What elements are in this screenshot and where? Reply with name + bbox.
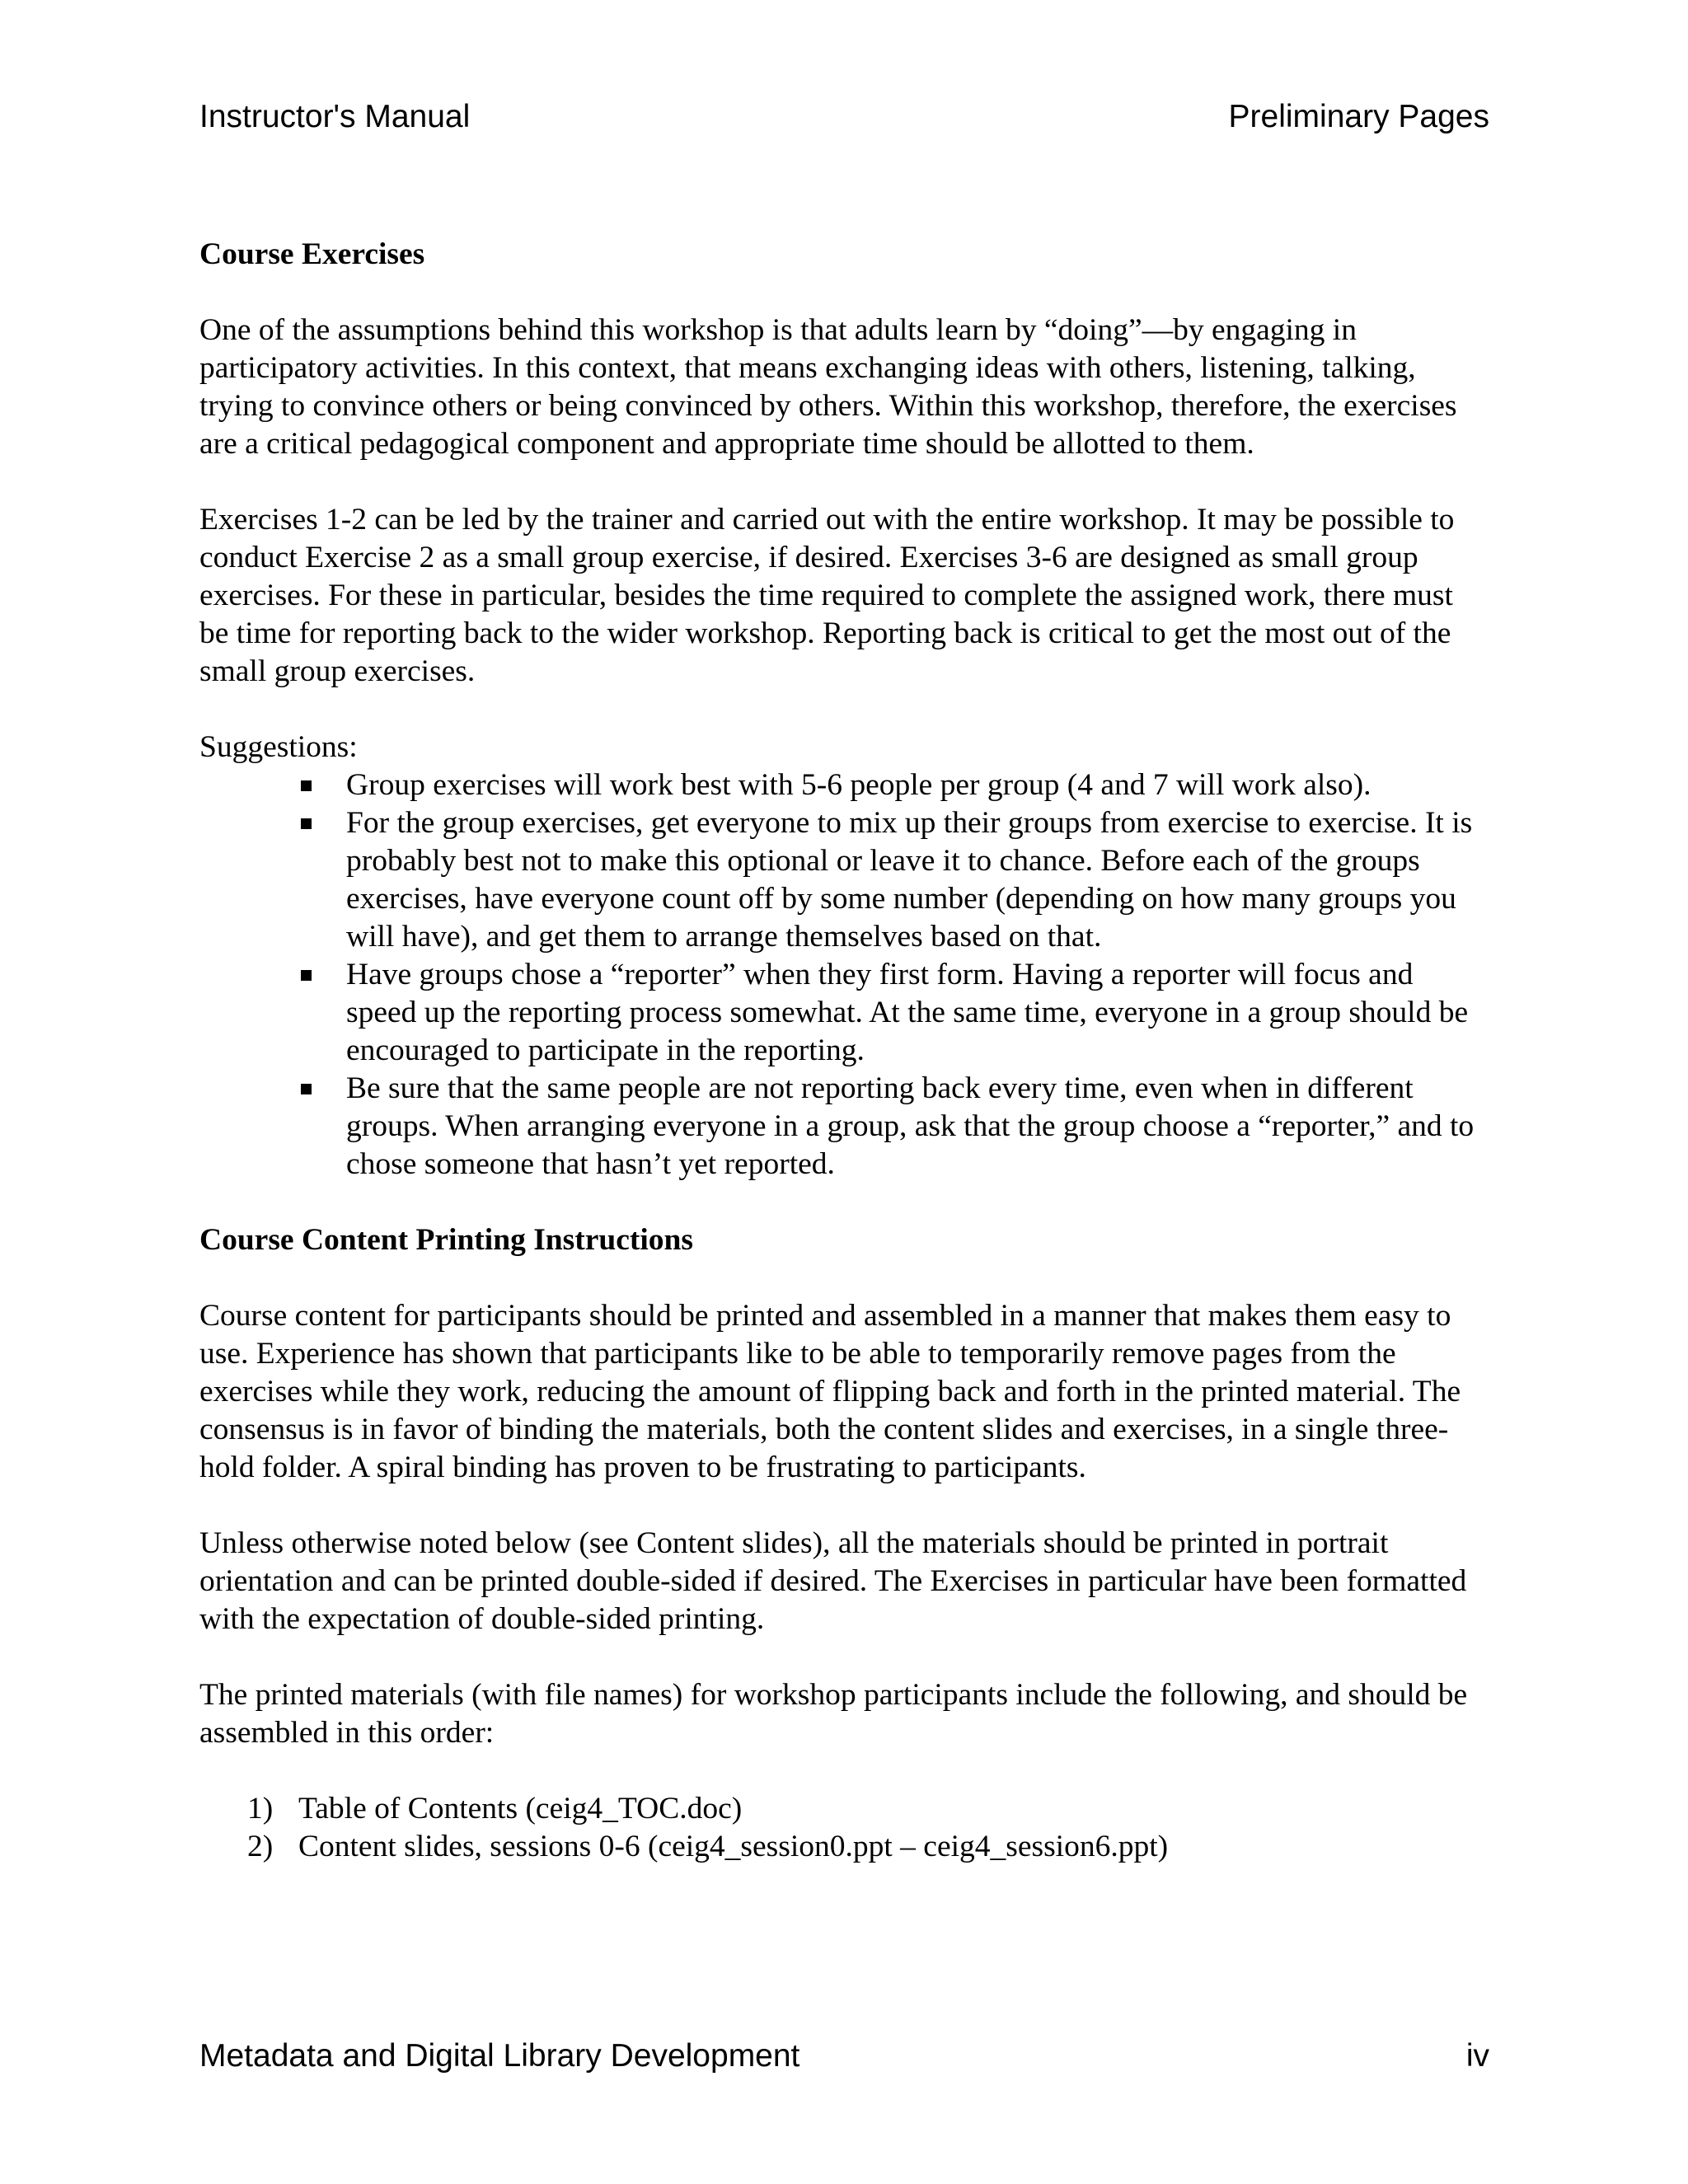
suggestions-label: Suggestions: bbox=[199, 730, 358, 764]
paragraph-orientation: Unless otherwise noted below (see Content slides), all the materials should be printed in portrait orientation and can be printed double-sided if desired. The Exercises in particular have been formatted with the expectation of double-sided printing. bbox=[199, 1526, 1467, 1636]
paragraph-assumptions: One of the assumptions behind this workshop is that adults learn by “doing”—by engaging in participatory activities. In this context, that means exchanging ideas with others, listening, talking, trying to convince others or being convinced by others. Within this workshop, therefore, the exercises are a critical pedagogical component and appropriate time should be allotted to them. bbox=[199, 313, 1457, 461]
paragraph-printed-materials: The printed materials (with file names) for workshop participants include the following, and should be assembled in this order: bbox=[199, 1678, 1468, 1750]
page-footer bbox=[199, 2038, 1489, 2074]
page-header bbox=[199, 99, 1489, 135]
paragraph-exercises-led: Exercises 1-2 can be led by the trainer and carried out with the entire workshop. It may be possible to conduct Exercise 2 as a small group exercise, if desired. Exercises 3-6 are designed as small group exercises. For these in particular, besides the time required to complete the assigned work, there must be time for reporting back to the wider workshop. Reporting back is critical to get the most out of the small group exercises. bbox=[199, 503, 1455, 688]
footer-course-title: Metadata and Digital Library Development bbox=[199, 2038, 800, 2074]
suggestion-item: Have groups chose a “reporter” when they first form. Having a reporter will focus and speed up the reporting process somewhat. At the same time, everyone in a group should be encouraged to participate in the reporting. bbox=[346, 956, 1489, 1070]
header-manual-title: Instructor's Manual bbox=[199, 99, 471, 134]
page-number: iv bbox=[1465, 2038, 1489, 2074]
header-section-title: Preliminary Pages bbox=[1228, 99, 1489, 134]
materials-item-number: 2) bbox=[247, 1830, 274, 1863]
materials-item bbox=[247, 1828, 1489, 1866]
materials-item-text: Table of Contents (ceig4_TOC.doc) bbox=[298, 1792, 743, 1825]
page-content bbox=[199, 236, 1489, 1866]
suggestions-list bbox=[199, 766, 1489, 1183]
heading-printing-instructions: Course Content Printing Instructions bbox=[199, 1223, 693, 1257]
materials-item-number: 1) bbox=[247, 1792, 274, 1825]
suggestion-item: For the group exercises, get everyone to mix up their groups from exercise to exercise. It is probably best not to make this optional or leave it to chance. Before each of the groups exercises, have everyone count off by some number (depending on how many groups you will have), and get them to arrange themselves based on that. bbox=[346, 804, 1489, 956]
materials-item bbox=[247, 1790, 1489, 1828]
suggestion-item: Be sure that the same people are not reporting back every time, even when in different groups. When arranging everyone in a group, ask that the group choose a “reporter,” and to chose someone that hasn’t yet reported. bbox=[346, 1070, 1489, 1183]
suggestion-item: Group exercises will work best with 5-6 people per group (4 and 7 will work also). bbox=[346, 766, 1489, 804]
materials-item-text: Content slides, sessions 0-6 (ceig4_session0.ppt – ceig4_session6.ppt) bbox=[298, 1830, 1169, 1863]
materials-list bbox=[199, 1790, 1489, 1866]
heading-course-exercises: Course Exercises bbox=[199, 237, 425, 271]
paragraph-course-content: Course content for participants should be printed and assembled in a manner that makes them easy to use. Experience has shown that participants like to be able to temporarily remove pages from the exercises while they work, reducing the amount of flipping back and forth in the printed material. The consensus is in favor of binding the materials, both the content slides and exercises, in a single three-hold folder. A spiral binding has proven to be frustrating to participants. bbox=[199, 1299, 1461, 1484]
